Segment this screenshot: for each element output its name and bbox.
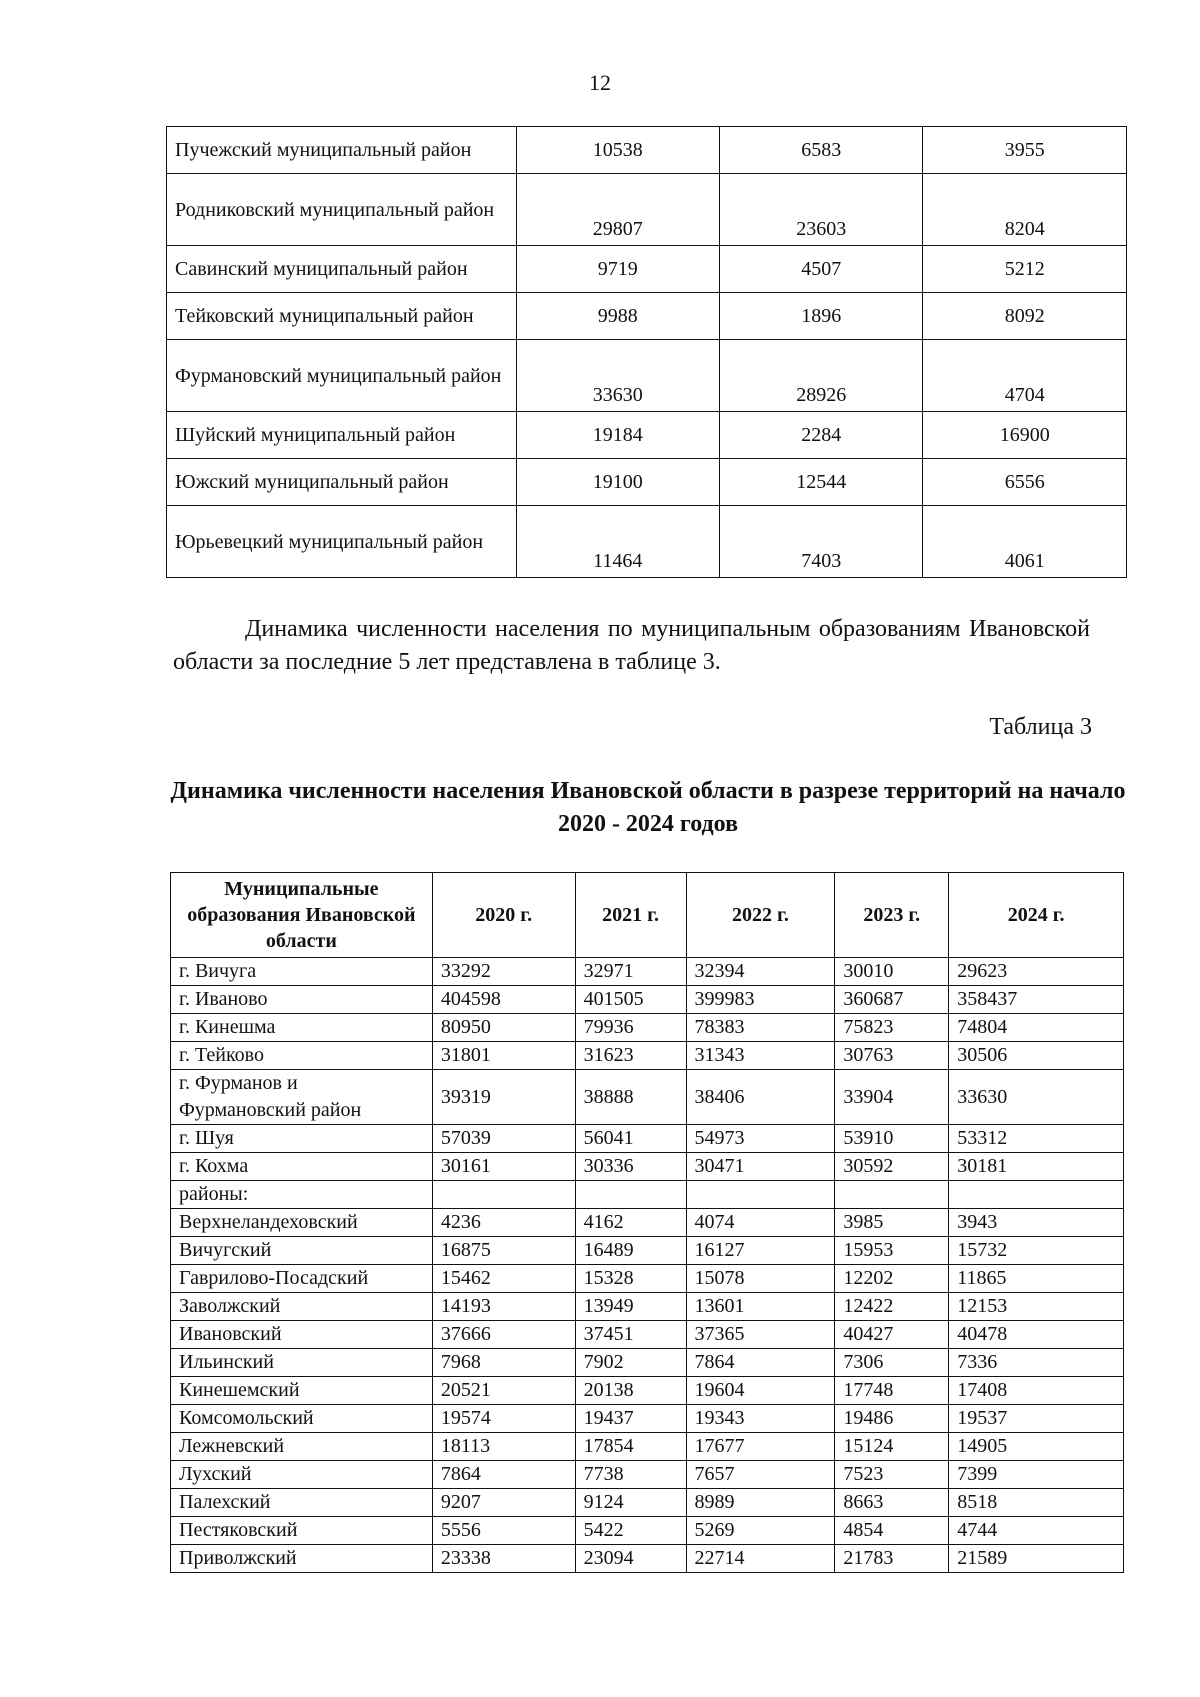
population-value-cell: 33292	[432, 958, 575, 986]
population-value-cell: 19537	[949, 1405, 1124, 1433]
table1-body	[167, 127, 1127, 578]
population-value-cell: 12202	[835, 1265, 949, 1293]
municipality-name-cell: Комсомольский	[171, 1405, 433, 1433]
population-value-cell: 4744	[949, 1517, 1124, 1545]
value-cell: 28926	[720, 340, 923, 412]
population-value-cell: 15732	[949, 1237, 1124, 1265]
population-value-cell: 14905	[949, 1433, 1124, 1461]
table3-header-row	[171, 873, 1124, 958]
population-value-cell: 30592	[835, 1153, 949, 1181]
population-value-cell: 12153	[949, 1293, 1124, 1321]
population-value-cell: 7864	[686, 1349, 835, 1377]
district-name-cell: Юрьевецкий муниципальный район	[167, 506, 517, 578]
table-row	[171, 1293, 1124, 1321]
value-cell: 6556	[923, 459, 1127, 506]
population-value-cell: 7902	[575, 1349, 686, 1377]
population-value-cell: 54973	[686, 1125, 835, 1153]
population-value-cell: 32394	[686, 958, 835, 986]
value-cell: 1896	[720, 293, 923, 340]
population-value-cell: 360687	[835, 986, 949, 1014]
population-value-cell: 11865	[949, 1265, 1124, 1293]
population-value-cell	[575, 1181, 686, 1209]
population-value-cell: 7523	[835, 1461, 949, 1489]
population-value-cell: 30471	[686, 1153, 835, 1181]
value-cell: 9988	[516, 293, 719, 340]
population-value-cell	[686, 1181, 835, 1209]
population-value-cell: 9124	[575, 1489, 686, 1517]
district-name-cell: Савинский муниципальный район	[167, 246, 517, 293]
value-cell: 23603	[720, 174, 923, 246]
population-value-cell: 16489	[575, 1237, 686, 1265]
population-value-cell: 30506	[949, 1042, 1124, 1070]
population-value-cell: 40478	[949, 1321, 1124, 1349]
table-row	[167, 412, 1127, 459]
population-value-cell: 15078	[686, 1265, 835, 1293]
value-cell: 19100	[516, 459, 719, 506]
district-name-cell: Шуйский муниципальный район	[167, 412, 517, 459]
population-value-cell: 7864	[432, 1461, 575, 1489]
table-row	[171, 1153, 1124, 1181]
value-cell: 4061	[923, 506, 1127, 578]
population-value-cell: 12422	[835, 1293, 949, 1321]
table-row	[171, 1405, 1124, 1433]
population-value-cell: 37666	[432, 1321, 575, 1349]
population-value-cell: 9207	[432, 1489, 575, 1517]
table-row	[167, 340, 1127, 412]
table-row	[171, 1517, 1124, 1545]
population-value-cell: 74804	[949, 1014, 1124, 1042]
value-cell: 9719	[516, 246, 719, 293]
table-row	[171, 958, 1124, 986]
population-value-cell: 30763	[835, 1042, 949, 1070]
municipality-name-cell: Кинешемский	[171, 1377, 433, 1405]
municipality-name-cell: Гаврилово-Посадский	[171, 1265, 433, 1293]
municipality-name-cell: г. Тейково	[171, 1042, 433, 1070]
table-row	[171, 1181, 1124, 1209]
population-value-cell: 3943	[949, 1209, 1124, 1237]
population-value-cell: 31623	[575, 1042, 686, 1070]
table-row	[171, 1461, 1124, 1489]
population-value-cell: 33630	[949, 1070, 1124, 1125]
district-name-cell: Фурмановский муниципальный район	[167, 340, 517, 412]
population-value-cell: 30181	[949, 1153, 1124, 1181]
population-value-cell: 21783	[835, 1545, 949, 1573]
value-cell: 12544	[720, 459, 923, 506]
table-row	[171, 1321, 1124, 1349]
municipality-name-cell: Палехский	[171, 1489, 433, 1517]
table-row	[171, 1042, 1124, 1070]
value-cell: 5212	[923, 246, 1127, 293]
population-value-cell: 17408	[949, 1377, 1124, 1405]
population-value-cell: 56041	[575, 1125, 686, 1153]
population-value-cell: 3985	[835, 1209, 949, 1237]
municipality-name-cell: Лежневский	[171, 1433, 433, 1461]
population-value-cell: 15328	[575, 1265, 686, 1293]
population-value-cell: 17677	[686, 1433, 835, 1461]
population-value-cell: 7657	[686, 1461, 835, 1489]
value-cell: 11464	[516, 506, 719, 578]
municipality-name-cell: г. Шуя	[171, 1125, 433, 1153]
population-value-cell: 37451	[575, 1321, 686, 1349]
population-value-cell: 17748	[835, 1377, 949, 1405]
population-value-cell: 37365	[686, 1321, 835, 1349]
value-cell: 33630	[516, 340, 719, 412]
population-value-cell: 4854	[835, 1517, 949, 1545]
population-value-cell: 33904	[835, 1070, 949, 1125]
population-value-cell: 30161	[432, 1153, 575, 1181]
population-value-cell: 19343	[686, 1405, 835, 1433]
population-value-cell: 4074	[686, 1209, 835, 1237]
value-cell: 29807	[516, 174, 719, 246]
table-row	[167, 459, 1127, 506]
population-value-cell: 38406	[686, 1070, 835, 1125]
population-value-cell: 7306	[835, 1349, 949, 1377]
header-municipality: Муниципальные образования Ивановской области	[171, 873, 433, 958]
value-cell: 8204	[923, 174, 1127, 246]
municipality-name-cell: г. Кинешма	[171, 1014, 433, 1042]
table-row	[167, 293, 1127, 340]
municipality-name-cell: г. Фурманов и Фурмановский район	[171, 1070, 433, 1125]
population-value-cell: 15462	[432, 1265, 575, 1293]
value-cell: 4704	[923, 340, 1127, 412]
body-paragraph: Динамика численности населения по муниципальным образованиям Ивановской области за последние 5 лет представлена в таблице 3.	[173, 616, 1090, 675]
table-row	[171, 1265, 1124, 1293]
population-value-cell: 5269	[686, 1517, 835, 1545]
population-value-cell: 19604	[686, 1377, 835, 1405]
population-value-cell: 57039	[432, 1125, 575, 1153]
population-value-cell: 13949	[575, 1293, 686, 1321]
population-value-cell: 8518	[949, 1489, 1124, 1517]
table-row	[167, 127, 1127, 174]
population-value-cell: 22714	[686, 1545, 835, 1573]
municipality-name-cell: Заволжский	[171, 1293, 433, 1321]
municipal-districts-table-continued	[166, 126, 1127, 578]
population-value-cell: 21589	[949, 1545, 1124, 1573]
population-value-cell: 39319	[432, 1070, 575, 1125]
population-value-cell: 19437	[575, 1405, 686, 1433]
header-2022: 2022 г.	[686, 873, 835, 958]
municipality-name-cell: г. Кохма	[171, 1153, 433, 1181]
population-value-cell: 399983	[686, 986, 835, 1014]
municipality-name-cell: районы:	[171, 1181, 433, 1209]
table-row	[171, 1489, 1124, 1517]
value-cell: 16900	[923, 412, 1127, 459]
table-row	[171, 1237, 1124, 1265]
value-cell: 2284	[720, 412, 923, 459]
municipality-name-cell: Приволжский	[171, 1545, 433, 1573]
population-value-cell: 14193	[432, 1293, 575, 1321]
population-value-cell: 53910	[835, 1125, 949, 1153]
district-name-cell: Южский муниципальный район	[167, 459, 517, 506]
population-value-cell: 18113	[432, 1433, 575, 1461]
table-row	[171, 1070, 1124, 1125]
value-cell: 7403	[720, 506, 923, 578]
population-value-cell: 19486	[835, 1405, 949, 1433]
table-row	[167, 506, 1127, 578]
population-value-cell	[949, 1181, 1124, 1209]
value-cell: 6583	[720, 127, 923, 174]
municipality-name-cell: Ильинский	[171, 1349, 433, 1377]
municipality-name-cell: Пестяковский	[171, 1517, 433, 1545]
header-2021: 2021 г.	[575, 873, 686, 958]
header-2023: 2023 г.	[835, 873, 949, 958]
population-value-cell: 29623	[949, 958, 1124, 986]
district-name-cell: Тейковский муниципальный район	[167, 293, 517, 340]
population-value-cell: 20521	[432, 1377, 575, 1405]
population-value-cell: 30010	[835, 958, 949, 986]
population-value-cell: 15124	[835, 1433, 949, 1461]
population-value-cell: 38888	[575, 1070, 686, 1125]
municipality-name-cell: Ивановский	[171, 1321, 433, 1349]
population-value-cell: 17854	[575, 1433, 686, 1461]
value-cell: 10538	[516, 127, 719, 174]
population-value-cell: 40427	[835, 1321, 949, 1349]
population-value-cell: 80950	[432, 1014, 575, 1042]
population-value-cell: 4162	[575, 1209, 686, 1237]
population-value-cell: 23338	[432, 1545, 575, 1573]
district-name-cell: Пучежский муниципальный район	[167, 127, 517, 174]
population-value-cell: 358437	[949, 986, 1124, 1014]
population-value-cell: 31801	[432, 1042, 575, 1070]
population-value-cell: 78383	[686, 1014, 835, 1042]
table-row	[171, 1125, 1124, 1153]
population-value-cell	[835, 1181, 949, 1209]
municipality-name-cell: Верхнеландеховский	[171, 1209, 433, 1237]
table-row	[171, 1433, 1124, 1461]
population-value-cell: 32971	[575, 958, 686, 986]
population-value-cell: 5556	[432, 1517, 575, 1545]
header-2020: 2020 г.	[432, 873, 575, 958]
table3-body	[171, 958, 1124, 1573]
table-title: Динамика численности населения Ивановской области в разрезе территорий на начало 2020 - 2024 годов	[170, 778, 1126, 837]
population-value-cell: 53312	[949, 1125, 1124, 1153]
population-value-cell: 7738	[575, 1461, 686, 1489]
population-value-cell: 31343	[686, 1042, 835, 1070]
population-value-cell: 79936	[575, 1014, 686, 1042]
district-name-cell: Родниковский муниципальный район	[167, 174, 517, 246]
population-value-cell: 20138	[575, 1377, 686, 1405]
value-cell: 19184	[516, 412, 719, 459]
population-value-cell: 5422	[575, 1517, 686, 1545]
table-row	[171, 1014, 1124, 1042]
table-row	[171, 1209, 1124, 1237]
population-dynamics-table	[170, 872, 1124, 1573]
municipality-name-cell: Вичугский	[171, 1237, 433, 1265]
population-value-cell: 8989	[686, 1489, 835, 1517]
table-row	[171, 1545, 1124, 1573]
population-value-cell: 16127	[686, 1237, 835, 1265]
value-cell: 4507	[720, 246, 923, 293]
table-row	[171, 1377, 1124, 1405]
population-value-cell: 19574	[432, 1405, 575, 1433]
value-cell: 8092	[923, 293, 1127, 340]
population-value-cell: 23094	[575, 1545, 686, 1573]
population-value-cell	[432, 1181, 575, 1209]
population-value-cell: 7336	[949, 1349, 1124, 1377]
population-value-cell: 404598	[432, 986, 575, 1014]
population-value-cell: 7399	[949, 1461, 1124, 1489]
municipality-name-cell: г. Иваново	[171, 986, 433, 1014]
population-value-cell: 15953	[835, 1237, 949, 1265]
table-label: Таблица 3	[989, 714, 1092, 740]
population-value-cell: 8663	[835, 1489, 949, 1517]
population-value-cell: 13601	[686, 1293, 835, 1321]
population-value-cell: 401505	[575, 986, 686, 1014]
table-row	[167, 246, 1127, 293]
population-value-cell: 30336	[575, 1153, 686, 1181]
page-number: 12	[589, 70, 611, 95]
municipality-name-cell: г. Вичуга	[171, 958, 433, 986]
population-value-cell: 7968	[432, 1349, 575, 1377]
population-value-cell: 16875	[432, 1237, 575, 1265]
table-row	[171, 986, 1124, 1014]
header-2024: 2024 г.	[949, 873, 1124, 958]
population-value-cell: 4236	[432, 1209, 575, 1237]
table-row	[171, 1349, 1124, 1377]
municipality-name-cell: Лухский	[171, 1461, 433, 1489]
value-cell: 3955	[923, 127, 1127, 174]
table-row	[167, 174, 1127, 246]
population-value-cell: 75823	[835, 1014, 949, 1042]
